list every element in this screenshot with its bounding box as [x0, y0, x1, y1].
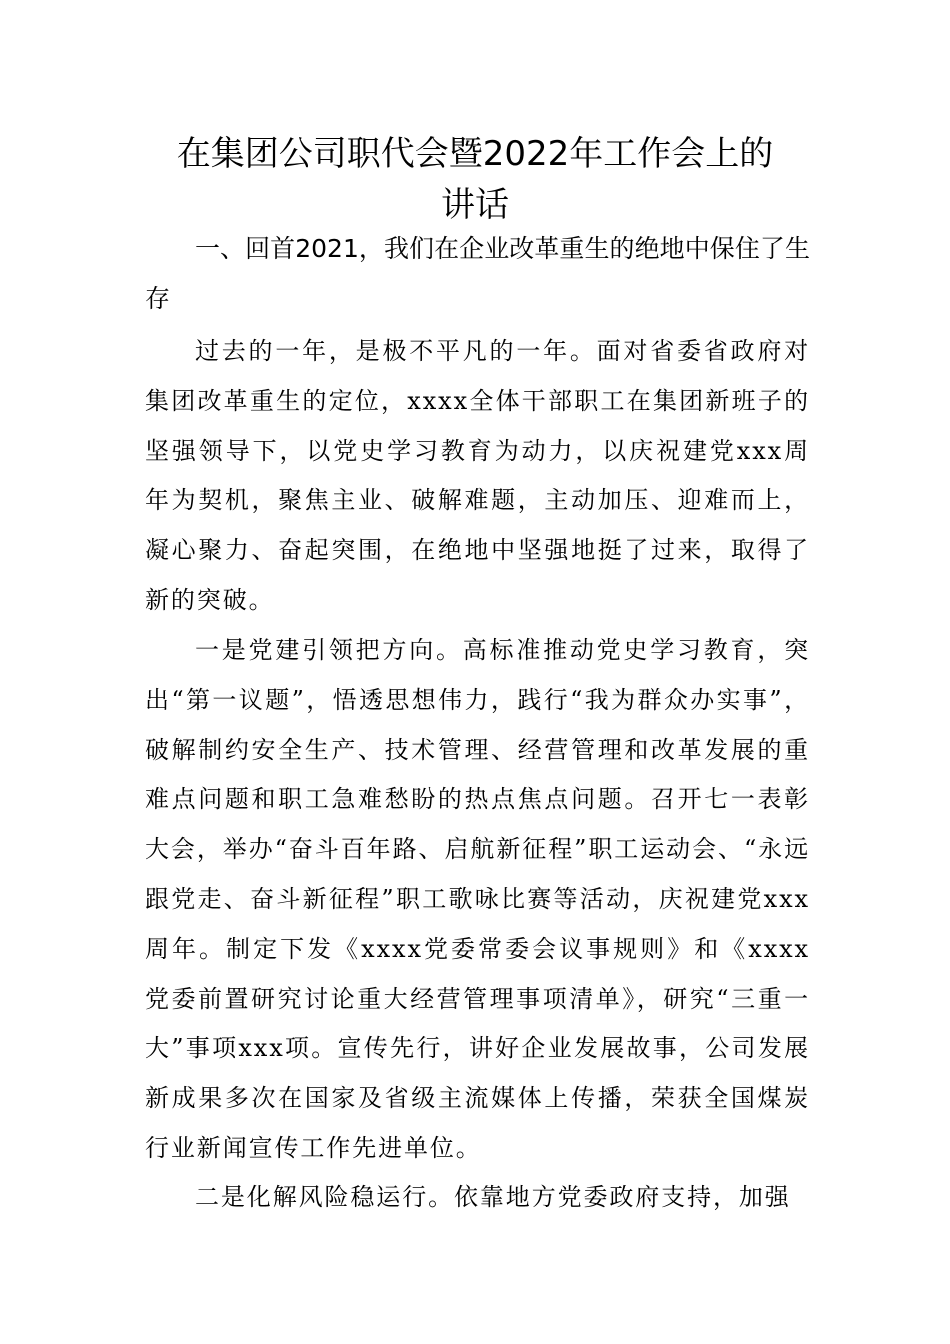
body-paragraph: 二是化解风险稳运行。依靠地方党委政府支持，加强 [195, 1183, 791, 1211]
document-title-line-2: 讲话 [441, 185, 509, 225]
document-title-line-1: 在集团公司职代会暨2022年工作会上的 [176, 134, 774, 174]
body-paragraph: 一是党建引领把方向。高标准推动党史学习教育，突出“第一议题”，悟透思想伟力，践行“我为群众办实事”，破解制约安全生产、技术管理、经营管理和改革发展的重难点问题和职工急难愁盼的热点焦点问题。召开七一表彰大会，举办“奋斗百年路、启航新征程”职工运动会、“永远跟党走、奋斗新征程”职工歌咏比赛等活动，庆祝建党xxx周年。制定下发《xxxx党委常委会议事规则》和《xxxx党委前置研究讨论重大经营管理事项清单》，研究“三重一大”事项xxx项。宣传先行，讲好企业发展故事，公司发展新成果多次在国家及省级主流媒体上传播，荣获全国煤炭行业新闻宣传工作先进单位。 [145, 636, 810, 1162]
body-paragraph: 过去的一年，是极不平凡的一年。面对省委省政府对集团改革重生的定位，xxxx全体干部职工在集团新班子的坚强领导下，以党史学习教育为动力，以庆祝建党xxx周年为契机，聚焦主业、破解难题，主动加压、迎难而上，凝心聚力、奋起突围，在绝地中坚强地挺了过来，取得了新的突破。 [145, 337, 810, 614]
section-heading: 一、回首2021，我们在企业改革重生的绝地中保住了生存 [145, 234, 810, 313]
